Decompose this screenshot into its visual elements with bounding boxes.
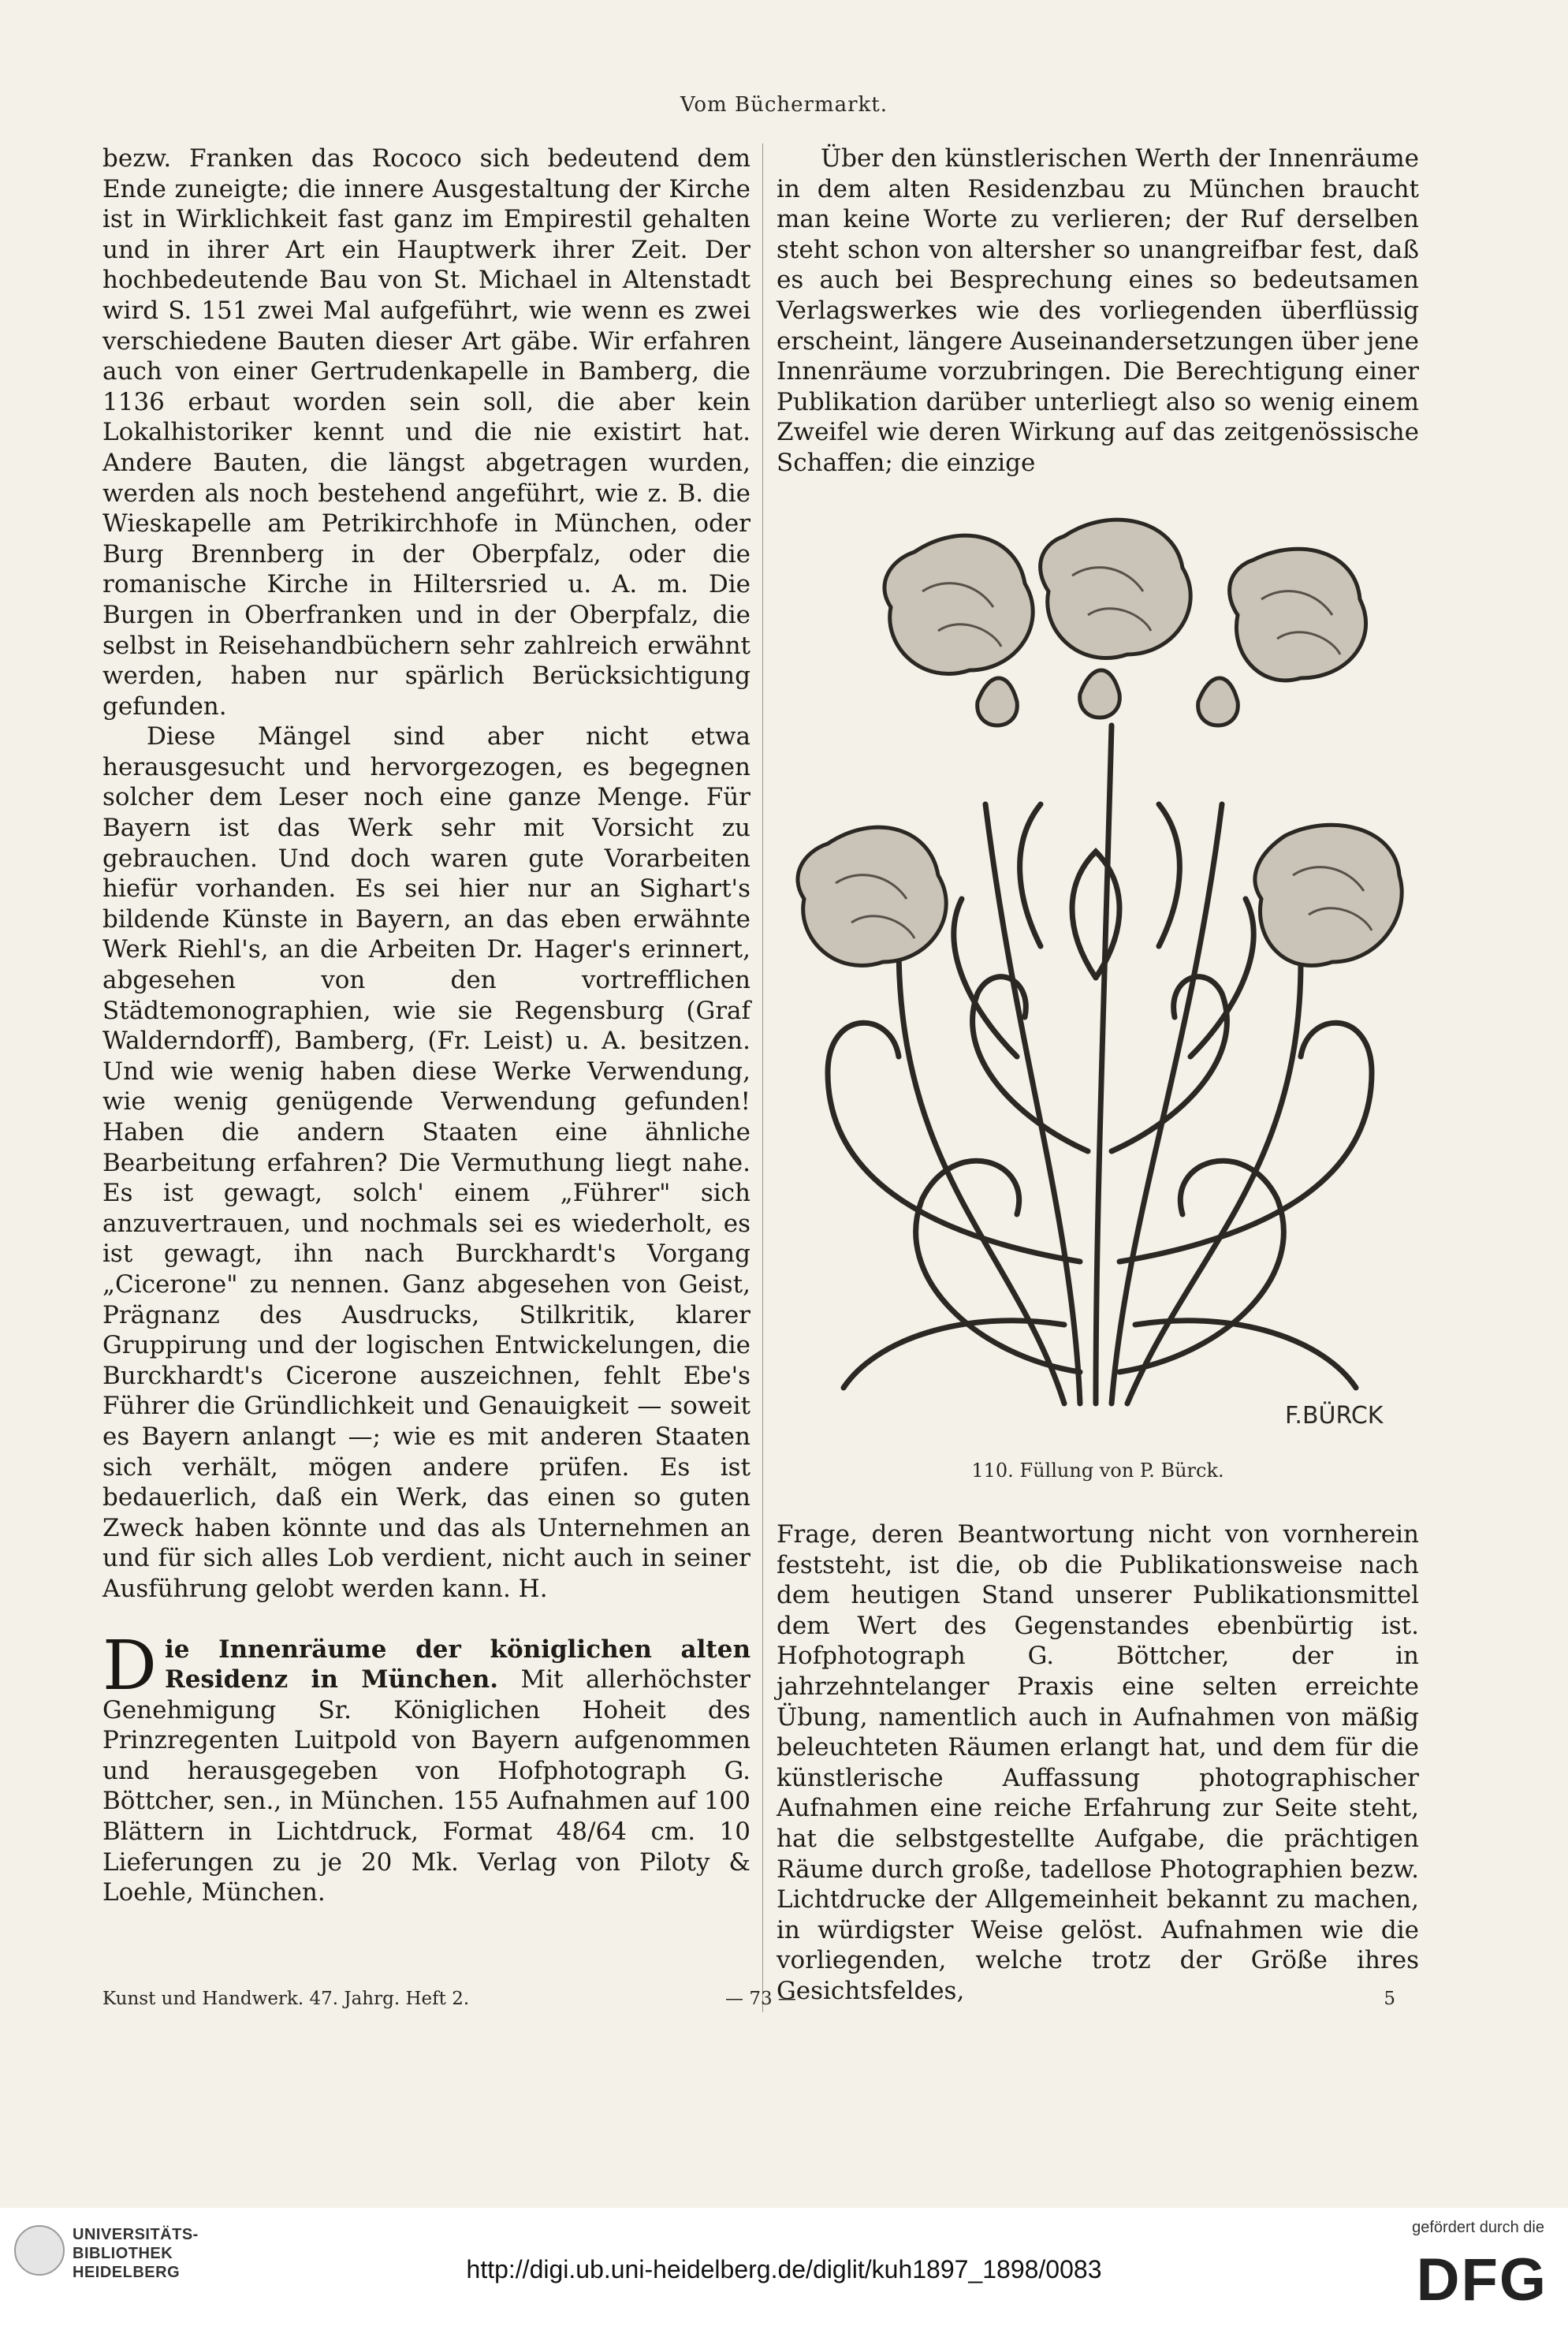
figure-caption: 110. Füllung von P. Bürck. bbox=[971, 1460, 1224, 1482]
footer-journal: Kunst und Handwerk. 47. Jahrg. Heft 2. bbox=[102, 1989, 470, 2009]
right-paragraph-top: Über den künstlerischen Werth der Innenräume in dem alten Residenzbau zu München braucht man keine Worte zu verlieren; der Ruf derselben steht schon von altersher so unangreifbar fest, daß es auch bei Besprechung eines so bedeutsamen Verlagswerkes wie des vorliegenden überflüssig erscheint, längere Auseinandersetzungen über jene Innenräume vorzubringen. Die Berechtigung einer Publikation darüber unterliegt also so wenig einem Zweifel wie deren Wirkung auf das zeitgenössische Schaffen; die einzige bbox=[777, 144, 1419, 477]
permalink[interactable]: http://digi.ub.uni-heidelberg.de/diglit/kuh1897_1898/0083 bbox=[466, 2255, 1102, 2283]
entry-details: Mit allerhöchster Genehmigung Sr. Königlichen Hoheit des Prinzregenten Luitpold von Bayern aufgenommen und herausgegeben von Hofphotograph G. Böttcher, sen., in München. 155 Aufnahmen auf 100 Blättern in Lichtdruck, Format 48/64 cm. 10 Lieferungen zu je 20 Mk. Verlag von Piloty & Loehle, München. bbox=[102, 1665, 750, 1907]
drop-cap: D bbox=[102, 1626, 157, 1706]
right-column-bottom bbox=[777, 1519, 1419, 2007]
digitization-bar bbox=[0, 2208, 1568, 2345]
left-column bbox=[102, 144, 750, 1908]
library-line-3: HEIDELBERG bbox=[73, 2264, 181, 2281]
library-line-1: UNIVERSITÄTS- bbox=[73, 2226, 199, 2243]
carnation-illustration bbox=[780, 505, 1419, 1474]
entry-title: ie Innenräume der königlichen alten Residenz in München. bbox=[164, 1635, 750, 1694]
funder-text: gefördert durch die bbox=[1412, 2219, 1544, 2236]
book-review-entry bbox=[102, 1626, 750, 1908]
artist-signature: F.BÜRCK bbox=[1285, 1402, 1384, 1430]
review-signature: H. bbox=[518, 1574, 548, 1603]
paragraph-2-text: Diese Mängel sind aber nicht etwa herausgesucht und hervorgezogen, es begegnen solcher dem Leser noch eine ganze Menge. Für Bayern ist das Werk sehr mit Vorsicht zu gebrauchen. Und doch waren gute Vorarbeiten hiefür vorhanden. Es sei hier nur an Sighart's bildende Künste in Bayern, an das eben erwähnte Werk Riehl's, an die Arbeiten Dr. Hager's erinnert, abgesehen von den vortrefflichen Städtemonographien, wie sie Regensburg (Graf Walderndorff), Bamberg, (Fr. Leist) u. A. besitzen. Und wie wenig haben diese Werke Verwendung, wie wenig genügende Verwendung gefunden! Haben die andern Staaten eine ähnliche Bearbeitung erfahren? Die Vermuthung liegt nahe. Es ist gewagt, solch' einem „Führer" sich anzuvertrauen, und nochmals sei es wiederholt, es ist gewagt, ihn nach Burckhardt's Vorgang „Cicerone" zu nennen. Ganz abgesehen von Geist, Prägnanz des Ausdrucks, Stilkritik, klarer Gruppirung und der logischen Entwickelungen, die Burckhardt's Cicerone auszeichnen, fehlt Ebe's Führer die Gründlichkeit und Genauigkeit — soweit es Bayern anlangt —; wie es mit anderen Staaten sich verhält, mögen andere prüfen. Es ist bedauerlich, daß ein Werk, das einen so guten Zweck haben könnte und das als Unternehmen an und für sich alles Lob verdient, nicht auch in seiner Ausführung gelobt werden kann. bbox=[102, 722, 750, 1603]
dfg-logo: DFG bbox=[1416, 2246, 1548, 2313]
column-divider bbox=[762, 144, 763, 2012]
footer-signature-mark: 5 bbox=[1384, 1989, 1395, 2009]
paragraph-1: bezw. Franken das Rococo sich bedeutend dem Ende zuneigte; die innere Ausgestaltung der Kirche ist in Wirklichkeit fast ganz im Empirestil gehalten und in ihrer Art ein Hauptwerk ihrer Zeit. Der hochbedeutende Bau von St. Michael in Altenstadt wird S. 151 zwei Mal aufgeführt, wie wenn es zwei verschiedene Bauten dieser Art gäbe. Wir erfahren auch von einer Gertrudenkapelle in Bamberg, die 1136 erbaut worden sein soll, die aber kein Lokalhistoriker kennt und die nie existirt hat. Andere Bauten, die längst abgetragen wurden, werden als noch bestehend angeführt, wie z. B. die Wieskapelle am Petrikirchhofe in München, oder Burg Brennberg in der Oberpfalz, oder die romanische Kirche in Hiltersried u. A. m. Die Burgen in Oberfranken und in der Oberpfalz, die selbst in Reisehandbüchern sehr zahlreich erwähnt werden, haben nur spärlich Berücksichtigung gefunden. bbox=[102, 144, 750, 721]
right-column-top bbox=[777, 144, 1419, 479]
carnation-drawing bbox=[780, 505, 1419, 1451]
running-head: Vom Büchermarkt. bbox=[680, 93, 888, 117]
footer-page-number: — 73 — bbox=[725, 1989, 796, 2009]
library-line-2: BIBLIOTHEK bbox=[73, 2245, 173, 2262]
right-paragraph-bottom: Frage, deren Beantwortung nicht von vornherein feststeht, ist die, ob die Publikationsweise nach dem heutigen Stand unserer Publikationsmittel dem Wert des Gegenstandes ebenbürtig ist. Hofphotograph G. Böttcher, der in jahrzehntelanger Praxis eine selten erreichte Übung, namentlich auch in Aufnahmen von mäßig beleuchteten Räumen erlangt hat, und dem für die künstlerische Auffassung photographischer Aufnahmen eine reiche Erfahrung zur Seite steht, hat die selbstgestellte Aufgabe, die prächtigen Räume durch große, tadellose Photographien bezw. Lichtdrucke der Allgemeinheit bekannt zu machen, in würdigster Weise gelöst. Aufnahmen wie die vorliegenden, welche trotz der Größe ihres Gesichtsfeldes, bbox=[777, 1520, 1419, 2005]
paragraph-2 bbox=[102, 721, 750, 1604]
